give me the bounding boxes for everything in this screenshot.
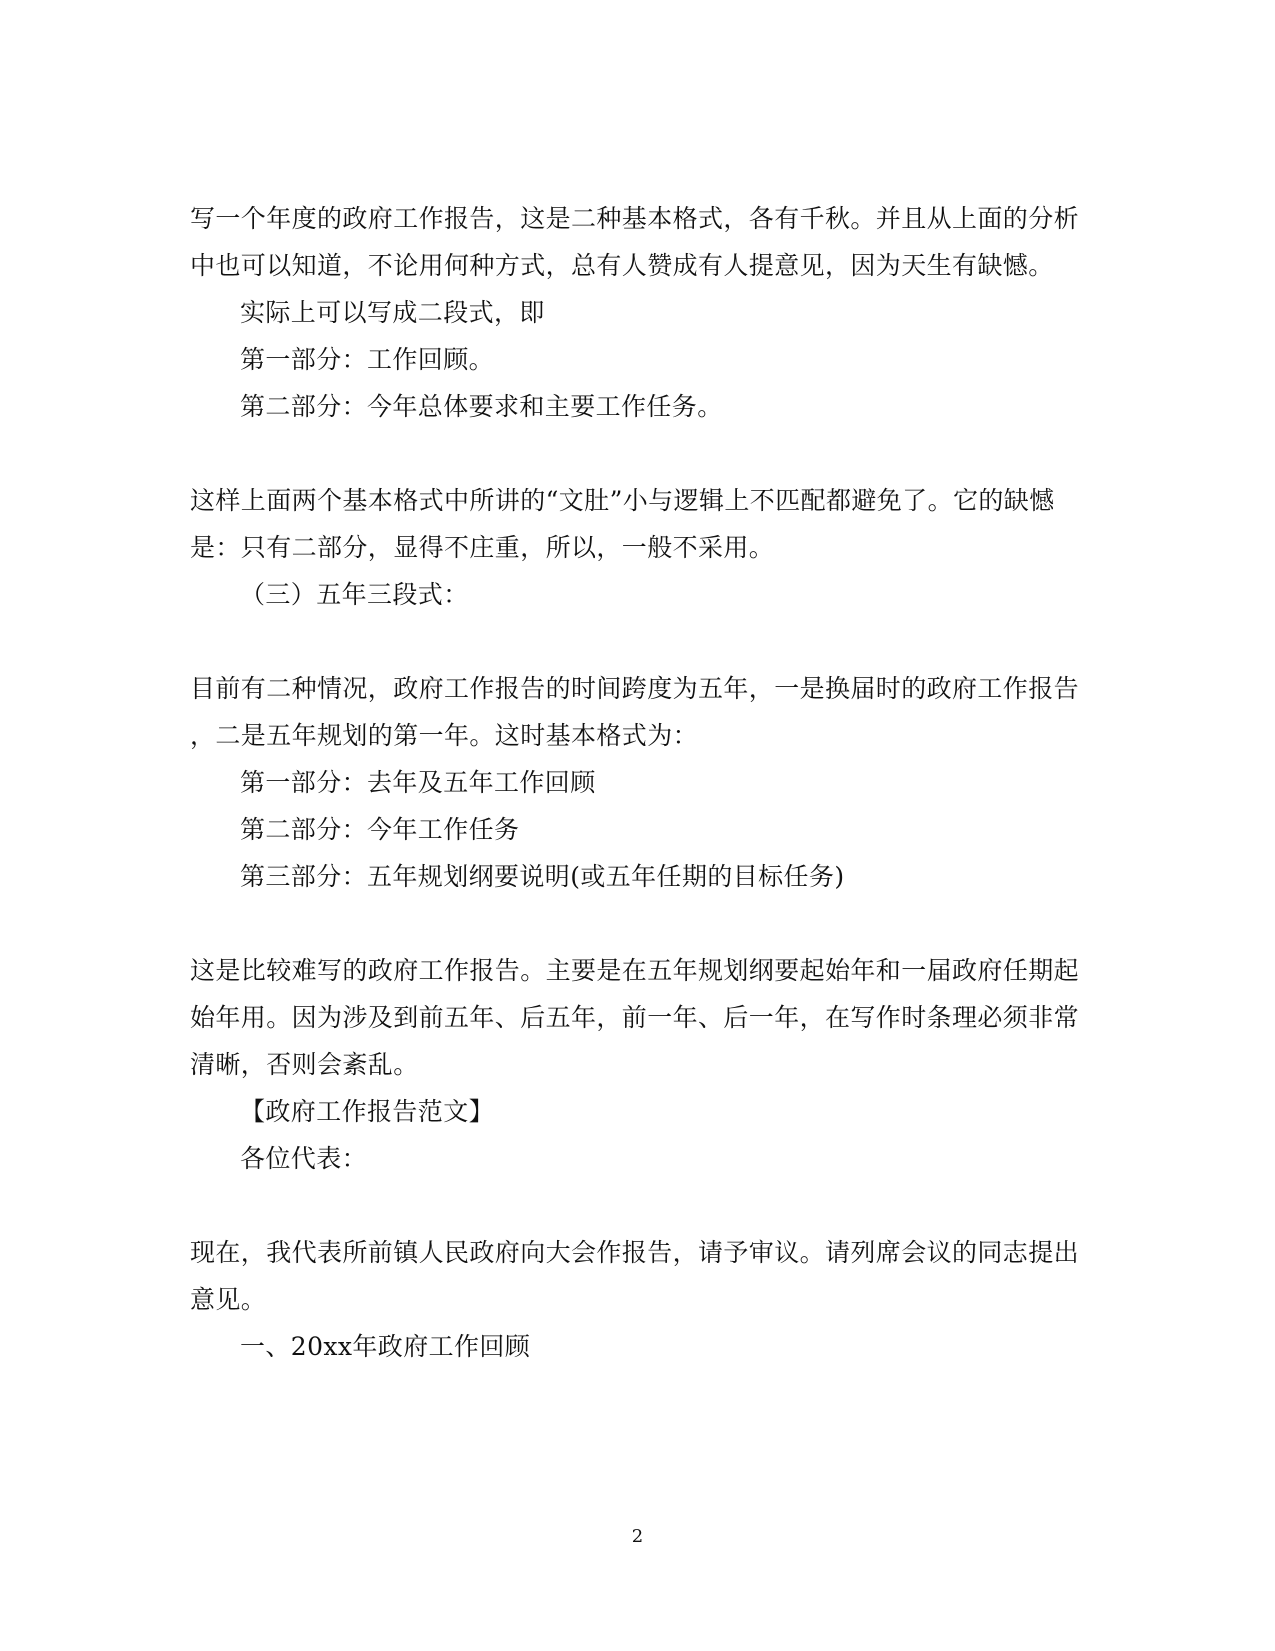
sample-title: 【政府工作报告范文】 <box>240 1097 495 1126</box>
paragraph-line-10: ，二是五年规划的第一年。这时基本格式为： <box>190 721 699 750</box>
paragraph-line-20: 意见。 <box>190 1285 267 1314</box>
paragraph-line-1: 写一个年度的政府工作报告，这是二种基本格式，各有千秋。并且从上面的分析 <box>190 204 1080 233</box>
paragraph-line-2: 中也可以知道，不论用何种方式，总有人赞成有人提意见，因为天生有缺憾。 <box>190 251 1054 280</box>
salutation: 各位代表： <box>240 1144 368 1173</box>
paragraph-line-6: 这样上面两个基本格式中所讲的“文肚”小与逻辑上不匹配都避免了。它的缺憾 <box>190 486 1055 515</box>
paragraph-line-14: 这是比较难写的政府工作报告。主要是在五年规划纲要起始年和一届政府任期起 <box>190 956 1080 985</box>
paragraph-line-4: 第一部分：工作回顾。 <box>240 345 495 374</box>
paragraph-line-13: 第三部分：五年规划纲要说明(或五年任期的目标任务) <box>240 862 845 891</box>
paragraph-line-9: 目前有二种情况，政府工作报告的时间跨度为五年，一是换届时的政府工作报告 <box>190 674 1080 703</box>
section-heading-review: 一、20xx年政府工作回顾 <box>240 1332 531 1361</box>
paragraph-line-12: 第二部分：今年工作任务 <box>240 815 520 844</box>
paragraph-line-3: 实际上可以写成二段式，即 <box>240 298 545 327</box>
paragraph-line-5: 第二部分：今年总体要求和主要工作任务。 <box>240 392 723 421</box>
paragraph-line-19: 现在，我代表所前镇人民政府向大会作报告，请予审议。请列席会议的同志提出 <box>190 1238 1080 1267</box>
section-heading-three: （三）五年三段式： <box>240 580 469 609</box>
paragraph-line-15: 始年用。因为涉及到前五年、后五年，前一年、后一年，在写作时条理必须非常 <box>190 1003 1080 1032</box>
paragraph-line-16: 清晰，否则会紊乱。 <box>190 1050 419 1079</box>
page-number: 2 <box>631 1526 644 1547</box>
paragraph-line-11: 第一部分：去年及五年工作回顾 <box>240 768 596 797</box>
paragraph-line-7: 是：只有二部分，显得不庄重，所以，一般不采用。 <box>190 533 775 562</box>
